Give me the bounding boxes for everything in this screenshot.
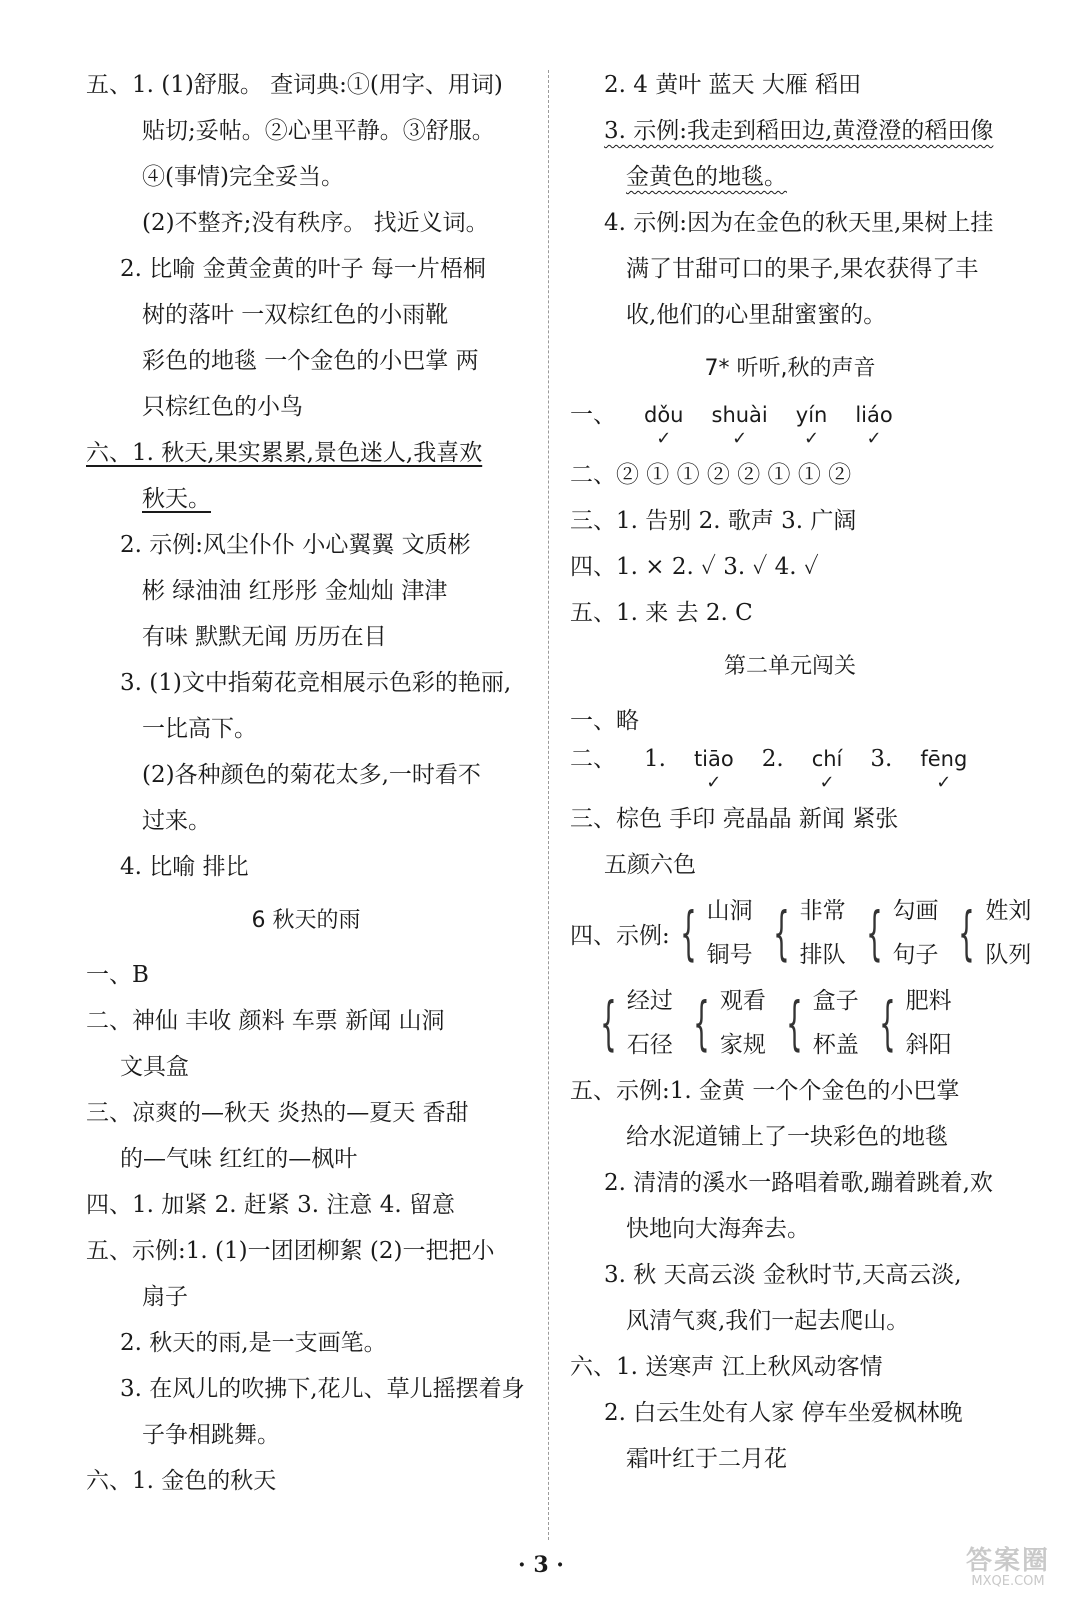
answer-line: 2. 4 黄叶 蓝天 大雁 稻田 (604, 72, 862, 98)
answer-line (570, 154, 1010, 200)
pinyin-text: tiāo (693, 747, 734, 771)
underlined-answer: 六、1. 秋天,果实累累,景色迷人,我喜欢 (86, 440, 483, 466)
answer-line: 三、凉爽的—秋天 炎热的—夏天 香甜 (86, 1100, 469, 1126)
item-prefix: 四、示例: (570, 922, 670, 949)
word: 杯盖 (812, 1032, 859, 1058)
answer-line: 二、神仙 丰收 颜料 车票 新闻 山洞 (86, 1008, 445, 1034)
underlined-answer: 秋天。 (142, 486, 211, 512)
pinyin-text: dǒu (644, 403, 684, 427)
word: 石径 (626, 1032, 673, 1058)
pinyin-text: shuài (711, 403, 768, 427)
answer-line: 四、1. 加紧 2. 赶紧 3. 注意 4. 留意 (86, 1192, 455, 1218)
pinyin-number: 3. (870, 746, 893, 772)
answer-line: 2. 比喻 金黄金黄的叶子 每一片梧桐 (120, 256, 486, 282)
answer-line (570, 108, 1010, 154)
brace-icon: { (679, 899, 697, 967)
right-column (570, 62, 1032, 1482)
answer-line: 树的落叶 一双棕红色的小雨靴 (142, 302, 449, 328)
answer-line: (2)不整齐;没有秩序。 找近义词。 (142, 210, 489, 236)
answer-line: 五、1. (1)舒服。 查词典:①(用字、用词) (86, 72, 503, 98)
word-pair (869, 979, 952, 1067)
brace-icon: { (958, 899, 976, 967)
answer-line: 只棕红色的小鸟 (142, 394, 303, 420)
answer-line: 文具盒 (120, 1054, 189, 1080)
check-icon: ✓ (706, 772, 722, 793)
word: 排队 (799, 942, 846, 968)
word: 句子 (892, 942, 939, 968)
pinyin-text: liáo (855, 403, 893, 427)
answer-line: 霜叶红于二月花 (626, 1446, 787, 1472)
answer-line: 一、略 (570, 708, 639, 734)
pinyin-item (694, 744, 734, 796)
brace-icon: { (693, 989, 710, 1057)
pinyin-item (644, 400, 684, 452)
answer-line: 三、棕色 手印 亮晶晶 新闻 紧张 (570, 806, 899, 832)
word: 队列 (985, 942, 1032, 968)
answer-line (86, 430, 526, 476)
word: 家规 (719, 1032, 766, 1058)
answer-line: 子争相跳舞。 (142, 1422, 280, 1448)
section-heading: 6 秋天的雨 (251, 908, 361, 933)
left-column (86, 62, 526, 1504)
pinyin-row (570, 400, 1010, 452)
brace-icon: { (878, 989, 896, 1057)
answer-line: 风清气爽,我们一起去爬山。 (626, 1308, 910, 1334)
answer-line: 4. 比喻 排比 (120, 854, 249, 880)
answer-line: 贴切;妥帖。②心里平静。③舒服。 (142, 118, 495, 144)
word: 斜阳 (905, 1032, 952, 1058)
answer-line: 彩色的地毯 一个金色的小巴掌 两 (142, 348, 479, 374)
brace-icon: { (600, 989, 617, 1057)
answer-line: 满了甘甜可口的果子,果农获得了丰 (626, 256, 979, 282)
word: 勾画 (892, 898, 939, 924)
check-icon: ✓ (819, 772, 835, 793)
pinyin-item (855, 400, 892, 452)
word: 肥料 (905, 988, 952, 1014)
word: 姓刘 (985, 898, 1032, 924)
answer-line: 快地向大海奔去。 (626, 1216, 810, 1242)
section-heading: 第二单元闯关 (723, 654, 856, 679)
word: 盒子 (812, 988, 859, 1014)
pinyin-number: 1. (644, 746, 666, 772)
brace-icon: { (865, 899, 883, 967)
pinyin-row (570, 744, 1010, 796)
word: 经过 (626, 988, 673, 1014)
pinyin-item (712, 400, 768, 452)
section-heading: 7* 听听,秋的声音 (704, 356, 876, 381)
answer-line: 彬 绿油油 红彤彤 金灿灿 津津 (142, 578, 448, 604)
word-pair-row (570, 888, 1032, 978)
answer-line: 二、② ① ① ② ② ① ① ② (570, 462, 852, 488)
answer-line: 2. 秋天的雨,是一支画笔。 (120, 1330, 387, 1356)
answer-line: 2. 清清的溪水一路唱着歌,蹦着跳着,欢 (604, 1170, 993, 1196)
answer-line: 3. 在风儿的吹拂下,花儿、草儿摇摆着身 (120, 1376, 525, 1402)
wavy-underlined-answer: 3. 示例:我走到稻田边,黄澄澄的稻田像 (604, 118, 994, 144)
watermark-text: 答案圈 (965, 1546, 1050, 1576)
brace-icon: { (785, 989, 803, 1057)
watermark-logo (948, 1548, 1068, 1592)
word-pair-row (570, 978, 1010, 1068)
pinyin-text: yín (795, 403, 828, 427)
check-icon: ✓ (866, 428, 882, 449)
answer-line: 3. (1)文中指菊花竞相展示色彩的艳丽, (120, 670, 512, 696)
answer-line: 三、1. 告别 2. 歌声 3. 广阔 (570, 508, 857, 534)
brace-icon: { (772, 899, 790, 967)
word: 观看 (719, 988, 766, 1014)
check-icon: ✓ (804, 428, 820, 449)
check-icon: ✓ (936, 772, 952, 793)
answer-line: 有味 默默无闻 历历在目 (142, 624, 387, 650)
word-pair (856, 889, 939, 977)
answer-line: 五、示例:1. (1)一团团柳絮 (2)一把把小 (86, 1238, 495, 1264)
item-prefix: 一、 (570, 402, 616, 428)
column-divider (548, 70, 550, 1540)
answer-line: 四、1. × 2. ✓ 3. ✓ 4. ✓ (570, 554, 819, 580)
answer-line: (2)各种颜色的菊花太多,一时看不 (142, 762, 481, 788)
page-number: · 3 · (518, 1552, 564, 1578)
pinyin-text: chí (811, 747, 843, 771)
answer-line: 五颜六色 (604, 852, 696, 878)
answer-line: 过来。 (142, 808, 211, 834)
answer-line: 五、1. 来 去 2. C (570, 600, 753, 626)
check-icon: ✓ (732, 428, 748, 449)
pinyin-item (796, 400, 828, 452)
pinyin-text: fēng (920, 747, 968, 771)
answer-line (86, 476, 526, 522)
answer-line: 扇子 (142, 1284, 188, 1310)
word-pair (590, 979, 673, 1067)
watermark-url: MXQE.COM (971, 1574, 1045, 1589)
answer-line: 4. 示例:因为在金色的秋天里,果树上挂 (604, 210, 994, 236)
word-pair (670, 889, 753, 977)
answer-line: 一比高下。 (142, 716, 257, 742)
word-pair (683, 979, 766, 1067)
answer-line: 五、示例:1. 金黄 一个个金色的小巴掌 (570, 1078, 960, 1104)
answer-line: 的—气味 红红的—枫叶 (120, 1146, 358, 1172)
answer-line: 3. 秋 天高云淡 金秋时节,天高云淡, (604, 1262, 962, 1288)
word-pair (763, 889, 846, 977)
word-pair (948, 889, 1031, 977)
answer-line: 2. 白云生处有人家 停车坐爱枫林晚 (604, 1400, 963, 1426)
answer-line: 2. 示例:风尘仆仆 小心翼翼 文质彬 (120, 532, 471, 558)
check-icon: ✓ (656, 428, 672, 449)
pinyin-item (812, 744, 843, 796)
word: 铜号 (706, 942, 753, 968)
item-prefix: 二、 (570, 746, 616, 772)
answer-line: 一、B (86, 962, 149, 988)
wavy-underlined-answer: 金黄色的地毯。 (626, 164, 787, 190)
answer-line: 给水泥道铺上了一块彩色的地毯 (626, 1124, 948, 1150)
answer-line: 六、1. 送寒声 江上秋风动客情 (570, 1354, 883, 1380)
answer-line: 收,他们的心里甜蜜蜜的。 (626, 302, 887, 328)
pinyin-number: 2. (761, 746, 784, 772)
answer-line: ④(事情)完全妥当。 (142, 164, 344, 190)
word: 非常 (799, 898, 846, 924)
pinyin-item (920, 744, 967, 796)
word-pair (776, 979, 859, 1067)
answer-line: 六、1. 金色的秋天 (86, 1468, 277, 1494)
word: 山洞 (706, 898, 753, 924)
